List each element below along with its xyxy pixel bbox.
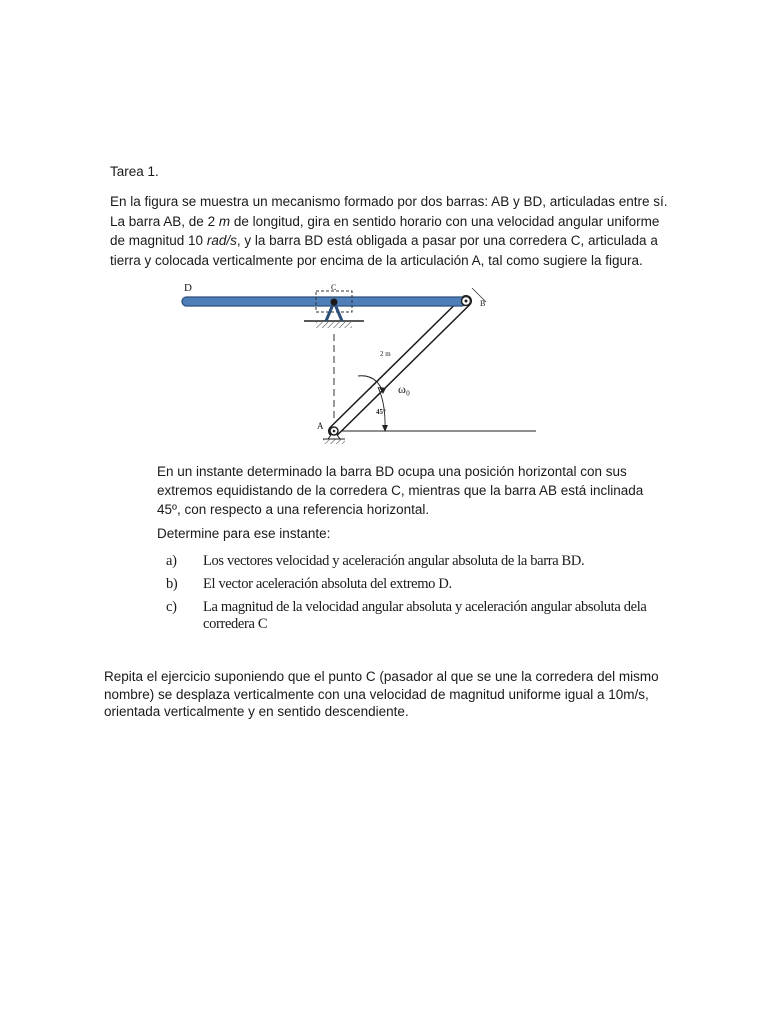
question-text: La magnitud de la velocidad angular absoluta y aceleración angular absoluta dela corredera C bbox=[203, 599, 647, 632]
list-item bbox=[166, 599, 666, 633]
question-list bbox=[166, 553, 666, 639]
label-a: A bbox=[317, 421, 324, 431]
statement-part-2: de longitud, gira en sentido horario con una velocidad angular uniforme de magnitud 10 bbox=[110, 213, 660, 248]
problem-statement bbox=[110, 192, 670, 270]
question-marker: a) bbox=[166, 553, 177, 569]
determine-prompt: Determine para ese instante: bbox=[157, 526, 331, 541]
instant-condition: En un instante determinado la barra BD ocupa una posición horizontal con sus extremos equidistando de la corredera C, mientras que la barra AB está inclinada 45º, con respecto a una referencia horizontal. bbox=[157, 464, 644, 517]
unit-rad-per-s: rad/s bbox=[206, 233, 237, 248]
question-marker: b) bbox=[166, 576, 178, 592]
mechanism-figure bbox=[170, 276, 550, 450]
statement-part-1: En la figura se muestra un mecanismo formado por dos barras: AB y BD, articuladas entre sí. La barra AB, de 2 bbox=[110, 194, 668, 229]
list-item bbox=[166, 576, 666, 593]
question-text: El vector aceleración absoluta del extremo D. bbox=[203, 576, 452, 592]
label-omega: ω₀ bbox=[398, 382, 411, 396]
bar-bd bbox=[182, 297, 466, 306]
question-marker: c) bbox=[166, 599, 177, 615]
label-length: 2 m bbox=[380, 350, 391, 358]
list-item bbox=[166, 553, 666, 570]
label-c: C bbox=[331, 283, 337, 292]
statement-part-3: , y la barra BD está obligada a pasar por una corredera C, articulada a tierra y colocada verticalmente por encima de la articulación A, tal como sugiere la figura. bbox=[110, 233, 658, 268]
task-title: Tarea 1. bbox=[110, 164, 159, 179]
question-text: Los vectores velocidad y aceleración angular absoluta de la barra BD. bbox=[203, 553, 585, 569]
label-b: B bbox=[480, 299, 486, 308]
unit-meters: m bbox=[218, 213, 231, 229]
repeat-exercise: Repita el ejercicio suponiendo que el punto C (pasador al que se une la corredera del mismo nombre) se desplaza verticalmente con una velocidad de magnitud uniforme igual a 10m/s, orientada verticalmente y en sentido descendiente. bbox=[104, 669, 659, 719]
label-angle: 45° bbox=[376, 408, 386, 416]
label-d: D bbox=[184, 282, 192, 294]
